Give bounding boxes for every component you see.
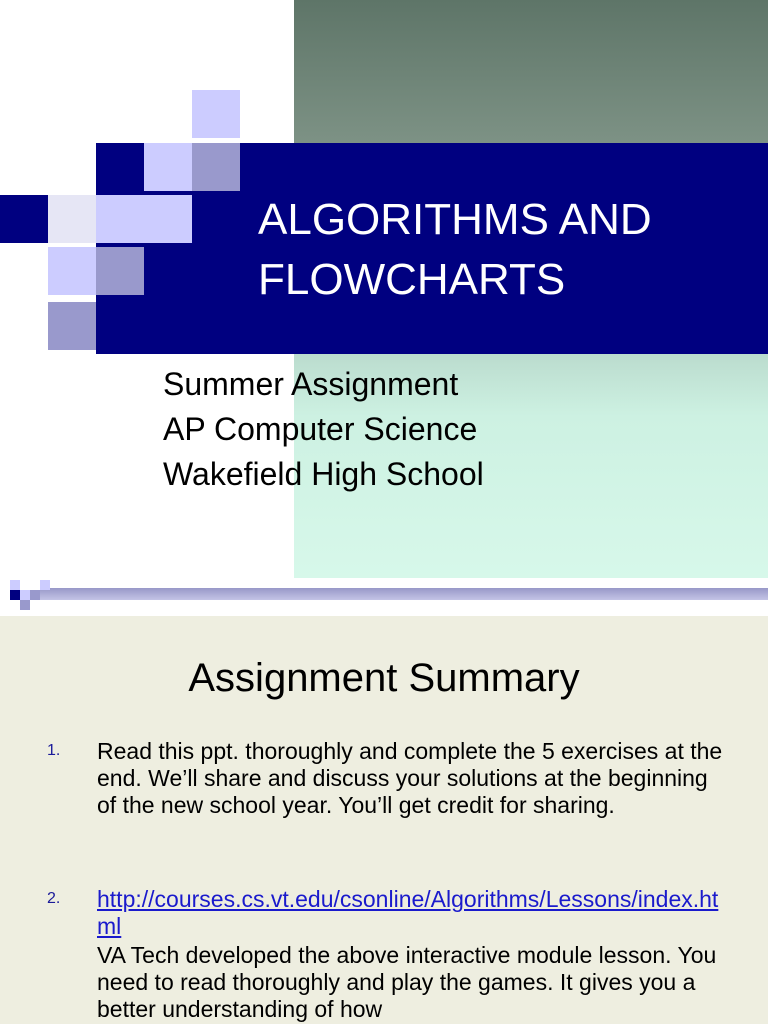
decorative-square [192, 90, 240, 138]
decorative-strip [40, 588, 768, 600]
list-number: 1. [47, 742, 61, 759]
decorative-square [48, 247, 96, 295]
slide-subtitle [163, 362, 484, 497]
subtitle-line: Summer Assignment [163, 366, 459, 402]
decorative-square [20, 590, 30, 600]
list-item-content [97, 886, 727, 1023]
decorative-square [10, 590, 20, 600]
decorative-square [144, 195, 192, 243]
slide-title [258, 190, 738, 310]
subtitle-line: AP Computer Science [163, 411, 478, 447]
subtitle-line: Wakefield High School [163, 456, 484, 492]
decorative-square [0, 195, 48, 243]
list-item-text: VA Tech developed the above interactive module lesson. You need to read thoroughly and play the games. It gives you a better understanding of how [97, 942, 717, 1022]
slide-heading: Assignment Summary [188, 656, 580, 700]
content-slide [0, 616, 768, 1024]
decorative-square [192, 143, 240, 191]
decorative-square [30, 590, 40, 600]
decorative-square [48, 195, 96, 243]
list-number: 2. [47, 890, 61, 907]
decorative-square [96, 195, 144, 243]
decorative-square [10, 580, 20, 590]
decorative-square [144, 143, 192, 191]
decorative-square [96, 247, 144, 295]
title-line: FLOWCHARTS [258, 255, 566, 304]
lesson-link[interactable]: http://courses.cs.vt.edu/csonline/Algorithms/Lessons/index.html [97, 886, 719, 939]
slide-header-decoration [0, 578, 768, 610]
decorative-square [20, 600, 30, 610]
list-item-text: Read this ppt. thoroughly and complete the 5 exercises at the end. We’ll share and discuss your solutions at the beginning of the new school year. You’ll get credit for sharing. [97, 738, 723, 818]
decorative-square [40, 580, 50, 590]
title-line: ALGORITHMS AND [258, 195, 652, 244]
decorative-square [48, 302, 96, 350]
